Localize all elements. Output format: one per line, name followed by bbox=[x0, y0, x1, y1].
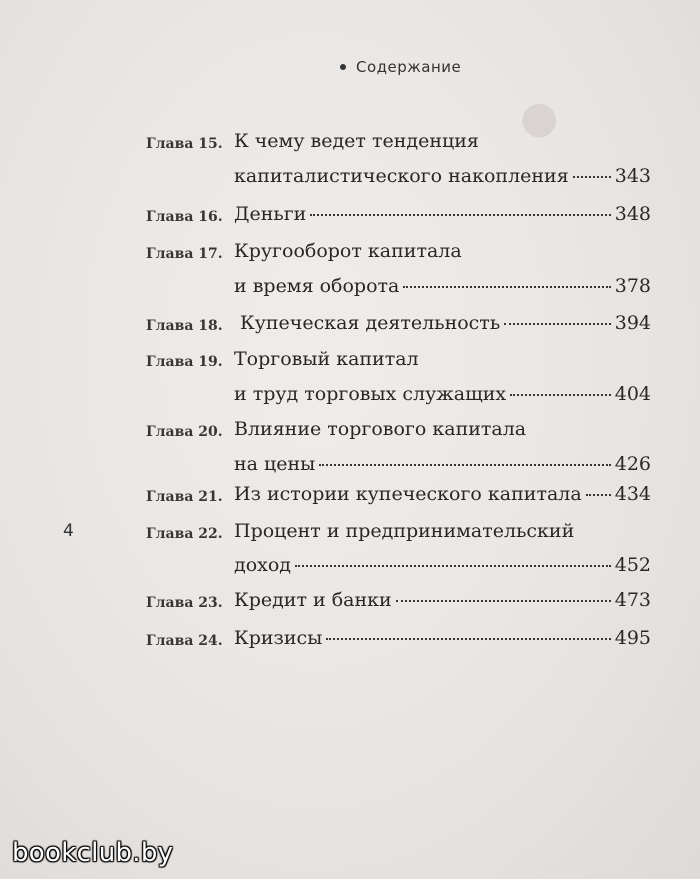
page-number: 404 bbox=[614, 383, 651, 405]
page-number: 495 bbox=[614, 627, 651, 649]
page-number: 452 bbox=[614, 554, 651, 576]
chapter-title-line: Влияние торгового капитала bbox=[234, 418, 527, 440]
chapter-label: Глава 24. bbox=[146, 633, 223, 649]
chapter-title: на цены bbox=[234, 453, 316, 475]
chapter-title: доход bbox=[234, 554, 291, 576]
chapter-title-last-line bbox=[234, 627, 651, 649]
show-through-rule bbox=[240, 700, 540, 820]
chapter-label: Глава 16. bbox=[146, 209, 223, 225]
toc-entry bbox=[146, 520, 651, 582]
chapter-title-last-line bbox=[234, 554, 651, 576]
dot-leader bbox=[326, 638, 610, 640]
page-folio: 4 bbox=[63, 521, 74, 541]
toc-entry bbox=[146, 312, 651, 340]
dot-leader bbox=[504, 323, 611, 325]
chapter-title-last-line bbox=[234, 383, 651, 405]
show-through-heading: ● bbox=[520, 92, 559, 143]
dot-leader bbox=[310, 214, 610, 216]
chapter-label: Глава 15. bbox=[146, 136, 223, 152]
toc-entry bbox=[146, 203, 651, 231]
page-number: 348 bbox=[614, 203, 651, 225]
page-number: 426 bbox=[614, 453, 651, 475]
chapter-title: и труд торговых служащих bbox=[234, 383, 507, 405]
chapter-label: Глава 18. bbox=[146, 318, 223, 334]
dot-leader bbox=[295, 565, 611, 567]
chapter-title-last-line bbox=[234, 453, 651, 475]
chapter-label: Глава 19. bbox=[146, 354, 223, 370]
page-number: 434 bbox=[614, 483, 651, 505]
chapter-label: Глава 23. bbox=[146, 595, 223, 611]
bullet-icon bbox=[340, 64, 346, 70]
chapter-title-last-line bbox=[234, 275, 651, 297]
dot-leader bbox=[573, 176, 611, 178]
site-watermark: bookclub.by bbox=[12, 838, 174, 868]
header-title: Содержание bbox=[356, 58, 462, 76]
chapter-title-last-line bbox=[234, 203, 651, 225]
toc-entry bbox=[146, 240, 651, 302]
page-number: 394 bbox=[614, 312, 651, 334]
chapter-title: Купеческая деятельность bbox=[240, 312, 501, 334]
chapter-label: Глава 21. bbox=[146, 489, 223, 505]
chapter-title-line: Процент и предпринимательский bbox=[234, 520, 575, 542]
toc-entry bbox=[146, 348, 651, 410]
toc-entry bbox=[146, 418, 651, 480]
chapter-label: Глава 22. bbox=[146, 526, 223, 542]
dot-leader bbox=[396, 600, 611, 602]
chapter-label: Глава 17. bbox=[146, 246, 223, 262]
chapter-title: Из истории купеческого капитала bbox=[234, 483, 582, 505]
chapter-title-line: Торговый капитал bbox=[234, 348, 419, 370]
page-number: 378 bbox=[614, 275, 651, 297]
toc-entry bbox=[146, 483, 651, 511]
chapter-title-line: Кругооборот капитала bbox=[234, 240, 462, 262]
dot-leader bbox=[586, 494, 611, 496]
chapter-title: Кризисы bbox=[234, 627, 323, 649]
chapter-title-last-line bbox=[240, 312, 651, 334]
chapter-title-last-line bbox=[234, 165, 651, 187]
page-number: 343 bbox=[614, 165, 651, 187]
dot-leader bbox=[510, 394, 611, 396]
dot-leader bbox=[403, 286, 610, 288]
toc-entry bbox=[146, 589, 651, 617]
chapter-title: и время оборота bbox=[234, 275, 400, 297]
dot-leader bbox=[319, 464, 610, 466]
toc-entry bbox=[146, 627, 651, 655]
chapter-title: Кредит и банки bbox=[234, 589, 392, 611]
chapter-title-line: К чему ведет тенденция bbox=[234, 130, 479, 152]
chapter-label: Глава 20. bbox=[146, 424, 223, 440]
page-number: 473 bbox=[614, 589, 651, 611]
running-header bbox=[340, 58, 461, 76]
chapter-title: капиталистического накопления bbox=[234, 165, 569, 187]
toc-entry bbox=[146, 130, 651, 192]
chapter-title-last-line bbox=[234, 589, 651, 611]
chapter-title: Деньги bbox=[234, 203, 307, 225]
chapter-title-last-line bbox=[234, 483, 651, 505]
